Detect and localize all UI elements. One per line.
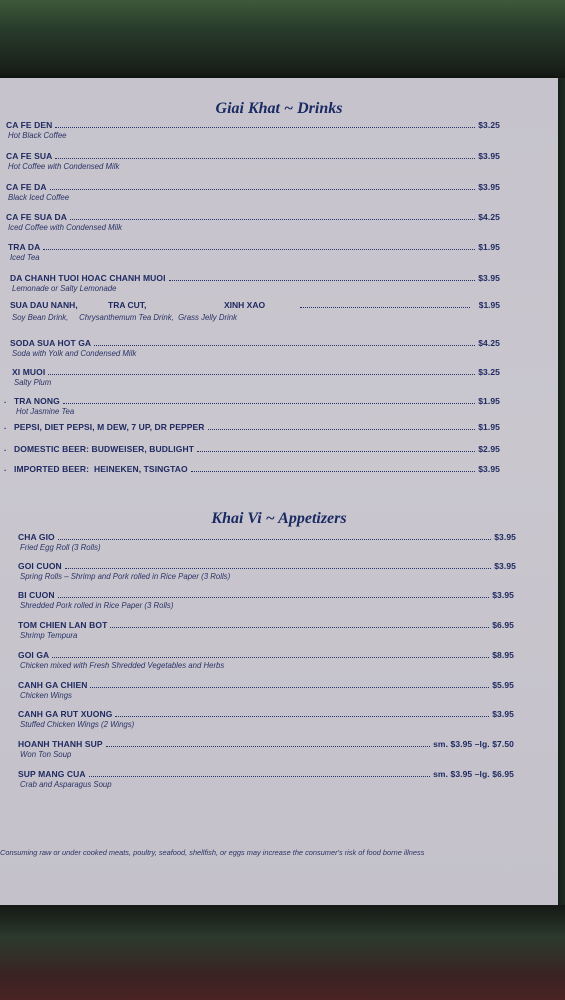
menu-item-name: TRA DA [8, 242, 41, 252]
dot-leader [300, 307, 470, 308]
menu-item [0, 737, 558, 765]
menu-item [0, 678, 558, 706]
menu-item-description: Spring Rolls – Shrimp and Pork rolled in Rice Paper (3 Rolls) [20, 572, 231, 581]
dot-leader [70, 219, 475, 220]
dot-leader [106, 746, 430, 747]
menu-item-name: SUA DAU NANH, [10, 300, 78, 310]
menu-item-description: Hot Coffee with Condensed Milk [8, 162, 120, 171]
menu-item [0, 707, 558, 735]
menu-item-price: $3.95 [478, 273, 500, 283]
menu-item-row [14, 462, 500, 474]
menu-item-name: XINH XAO [224, 300, 266, 310]
menu-item-name: DOMESTIC BEER: BUDWEISER, BUDLIGHT [14, 444, 195, 454]
dot-leader [89, 776, 430, 777]
dot-leader [52, 657, 489, 658]
background-top [0, 0, 565, 78]
dot-leader [58, 539, 491, 540]
menu-item-price: $3.95 [478, 182, 500, 192]
menu-item-price: $5.95 [492, 680, 514, 690]
menu-item-description: Salty Plum [14, 378, 52, 387]
menu-item-description: Chicken mixed with Fresh Shredded Vegetables and Herbs [20, 661, 225, 670]
menu-item-description: Fried Egg Roll (3 Rolls) [20, 543, 101, 552]
menu-item-name: CA FE SUA DA [6, 212, 68, 222]
menu-item-price: sm. $3.95 –lg. $6.95 [433, 769, 514, 779]
menu-item-description: Lemonade or Salty Lemonade [12, 284, 117, 293]
menu-item [0, 336, 558, 364]
food-safety-notice: Consuming raw or under cooked meats, poultry, seafood, shellfish, or eggs may increase the consumer's risk of food borne illness [0, 848, 425, 857]
menu-item-name: SUP MANG CUA [18, 769, 86, 779]
menu-item [0, 118, 558, 146]
menu-item [0, 559, 558, 587]
menu-item-price: $3.95 [478, 464, 500, 474]
menu-item-name: GOI GA [18, 650, 50, 660]
menu-item-name: GOI CUON [18, 561, 62, 571]
menu-item-name: HOANH THANH SUP [18, 739, 103, 749]
menu-item-row [18, 559, 516, 571]
menu-item [0, 180, 558, 208]
menu-item-description: Shrimp Tempura [20, 631, 78, 640]
menu-item-name: CA FE DA [6, 182, 47, 192]
menu-item-row [18, 588, 514, 600]
menu-item-price: $8.95 [492, 650, 514, 660]
menu-item-row [6, 210, 500, 222]
menu-item-row [12, 365, 500, 377]
menu-item-row [18, 737, 514, 749]
menu-item-description: Iced Coffee with Condensed Milk [8, 223, 122, 232]
menu-item-row [10, 271, 500, 283]
menu-item-row [6, 180, 500, 192]
menu-item [0, 149, 558, 177]
dot-leader [169, 280, 476, 281]
dot-leader [63, 403, 475, 404]
menu-item-description: Soda with Yolk and Condensed Milk [12, 349, 137, 358]
menu-item [0, 365, 558, 393]
menu-item-price: $3.25 [478, 120, 500, 130]
bullet-mark: . [4, 464, 7, 473]
menu-item-description: Won Ton Soup [20, 750, 72, 759]
menu-item-price: $3.95 [492, 590, 514, 600]
menu-item-price: $1.95 [478, 396, 500, 406]
menu-item-price: $3.95 [494, 532, 516, 542]
menu-item-price: $3.95 [494, 561, 516, 571]
menu-item-price: $6.95 [492, 620, 514, 630]
menu-item-name: CANH GA CHIEN [18, 680, 88, 690]
menu-item-row [18, 767, 514, 779]
menu-page [0, 78, 558, 908]
menu-item-name: IMPORTED BEER: HEINEKEN, TSINGTAO [14, 464, 188, 474]
menu-item [0, 588, 558, 616]
menu-item [0, 240, 558, 268]
menu-item-description: Crab and Asparagus Soup [20, 780, 112, 789]
menu-item-row [6, 149, 500, 161]
menu-item-row [14, 442, 500, 454]
menu-item-name: BI CUON [18, 590, 55, 600]
dot-leader [55, 158, 475, 159]
menu-item-name: TRA CUT, [108, 300, 147, 310]
dot-leader [50, 189, 476, 190]
menu-item [0, 618, 558, 646]
menu-item-row [14, 420, 500, 432]
dot-leader [197, 451, 475, 452]
dot-leader [90, 687, 489, 688]
menu-item-row [18, 618, 514, 630]
menu-item-price: $3.25 [478, 367, 500, 377]
menu-item-name: SODA SUA HOT GA [10, 338, 92, 348]
drinks-section-title: Giai Khat ~ Drinks [215, 100, 343, 117]
menu-item [0, 210, 558, 238]
dot-leader [110, 627, 489, 628]
menu-item-name: CA FE DEN [6, 120, 53, 130]
dot-leader [55, 127, 475, 128]
menu-item [0, 300, 558, 328]
menu-item [0, 394, 558, 422]
menu-item [0, 462, 558, 490]
menu-item [0, 530, 558, 558]
menu-item-row [18, 530, 516, 542]
dot-leader [43, 249, 475, 250]
menu-item-name: TOM CHIEN LAN BOT [18, 620, 108, 630]
dot-leader [94, 345, 475, 346]
dot-leader [48, 374, 475, 375]
dot-leader [191, 471, 475, 472]
menu-item-price: $1.95 [478, 242, 500, 252]
menu-item-row [18, 707, 514, 719]
menu-item-name: CHA GIO [18, 532, 55, 542]
menu-item-description: Black Iced Coffee [8, 193, 70, 202]
menu-item-row [6, 118, 500, 130]
menu-item-description: Hot Jasmine Tea [16, 407, 75, 416]
bullet-mark: . [4, 396, 7, 405]
menu-item [0, 648, 558, 676]
menu-item-name: TRA NONG [14, 396, 60, 406]
dot-leader [115, 716, 489, 717]
menu-item-name: DA CHANH TUOI HOAC CHANH MUOI [10, 273, 166, 283]
menu-item-price: $4.25 [478, 338, 500, 348]
dot-leader [58, 597, 490, 598]
menu-item-row [14, 394, 500, 406]
dot-leader [208, 429, 476, 430]
bullet-mark: . [4, 444, 7, 453]
menu-item-price: $4.25 [478, 212, 500, 222]
menu-item-name: CA FE SUA [6, 151, 53, 161]
bullet-mark: . [4, 422, 7, 431]
menu-item-price: sm. $3.95 –lg. $7.50 [433, 739, 514, 749]
menu-item-description: Hot Black Coffee [8, 131, 67, 140]
menu-item-row [18, 648, 514, 660]
menu-item-name: PEPSI, DIET PEPSI, M DEW, 7 UP, DR PEPPER [14, 422, 205, 432]
menu-item-description: Iced Tea [10, 253, 40, 262]
dot-leader [65, 568, 491, 569]
menu-item [0, 271, 558, 299]
menu-item-row [18, 678, 514, 690]
menu-item-description: Shredded Pork rolled in Rice Paper (3 Rolls) [20, 601, 174, 610]
menu-item-price: $3.95 [492, 709, 514, 719]
menu-item-row [8, 240, 500, 252]
menu-item-price: $3.95 [478, 151, 500, 161]
menu-item-row [10, 336, 500, 348]
menu-item-name: CANH GA RUT XUONG [18, 709, 113, 719]
menu-item-description: Chicken Wings [20, 691, 72, 700]
menu-item-price: $2.95 [478, 444, 500, 454]
appetizers-section-title: Khai Vi ~ Appetizers [211, 510, 347, 527]
background-bottom [0, 905, 565, 1000]
menu-item-price: $1.95 [478, 300, 500, 310]
menu-item-description: Stuffed Chicken Wings (2 Wings) [20, 720, 135, 729]
menu-item [0, 767, 558, 795]
menu-item-price: $1.95 [478, 422, 500, 432]
menu-item-name: XI MUOI [12, 367, 46, 377]
menu-item-description: Soy Bean Drink, Chrysanthemum Tea Drink, Grass Jelly Drink [12, 313, 238, 322]
